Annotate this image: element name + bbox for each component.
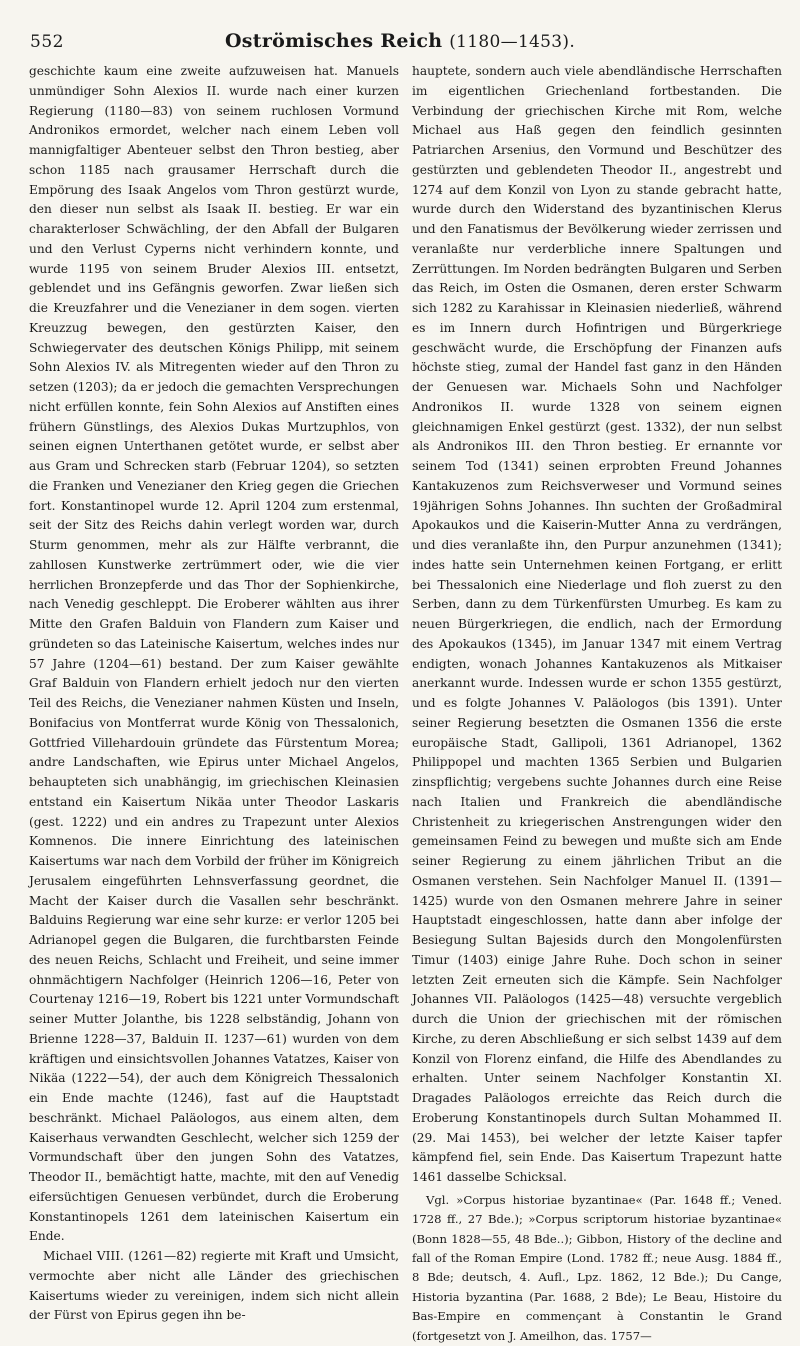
page-number: 552 xyxy=(30,32,64,52)
paragraph-latin-empire: geschichte kaum eine zweite aufzuweisen hat. Manuels unmündiger Sohn Alexios II. wurde nach einer kurzen Regierung (1180—83) von seinem ruchlosen Vormund Andronikos ermordet, welcher nach einem Leben voll mannigfaltiger Abenteuer selbst den Thron bestieg, aber schon 1185 nach grausamer Herrschaft durch die Empörung des Isaak Angelos vom Thron gestürzt wurde, den dieser nun selbst als Isaak II. bestieg. Er war ein charakterloser Schwächling, der den Abfall der Bulgaren und den Verlust Cyperns nicht verhindern konnte, und wurde 1195 von seinem Bruder Alexios III. entsetzt, geblendet und ins Gefängnis geworfen. Zwar ließen sich die Kreuzfahrer und die Venezianer in dem sogen. vierten Kreuzzug bewegen, den gestürzten Kaiser, den Schwiegervater des deutschen Königs Philipp, mit seinem Sohn Alexios IV. als Mitregenten wieder auf den Thron zu setzen (1203); da er jedoch die gemachten Versprechungen nicht erfüllen konnte, fein Sohn Alexios auf Anstiften eines frühern Günstlings, des Alexios Dukas Murtzuphlos, von seinen eignen Unterthanen getötet wurde, er selbst aber aus Gram und Schrecken starb (Februar 1204), so setzten die Franken und Venezianer den Krieg gegen die Griechen fort. Konstantinopel wurde 12. April 1204 zum erstenmal, seit der Sitz des Reichs dahin verlegt worden war, durch Sturm genommen, mehr als zur Hälfte verbrannt, die zahllosen Kunstwerke zertrümmert oder, wie die vier herrlichen Bronzepferde und das Thor der Sophienkirche, nach Venedig geschleppt. Die Eroberer wählten aus ihrer Mitte den Grafen Balduin von Flandern zum Kaiser und gründeten so das Lateinische Kaisertum, welches indes nur 57 Jahre (1204—61) bestand. Der zum Kaiser gewählte Graf Balduin von Flandern erhielt jedoch nur den vierten Teil des Reichs, die Venezianer nahmen Küsten und Inseln, Bonifacius von Montferrat wurde König von Thessalonich, Gottfried Villehardouin gründete das Fürstentum Morea; andre Landschaften, wie Epirus unter Michael Angelos, behaupteten sich unabhängig, im griechischen Kleinasien entstand ein Kaisertum Nikäa unter Theodor Laskaris (gest. 1222) und ein andres zu Trapezunt unter Alexios Komnenos. Die innere Einrichtung des lateinischen Kaisertums war nach dem Vorbild der früher im Königreich Jerusalem eingeführten Lehnsverfassung geordnet, die Macht der Kaiser durch die Vasallen sehr beschränkt. Balduins Regierung war eine sehr kurze: er verlor 1205 bei Adrianopel gegen die Bulgaren, die furchtbarsten Feinde des neuen Reichs, Schlacht und Freiheit, und seine immer ohnmächtigern Nachfolger (Heinrich 1206—16, Peter von Courtenay 1216—19, Robert bis 1221 unter Vormundschaft seiner Mutter Jolanthe, bis 1228 selbständig, Johann von Brienne 1228—37, Balduin II. 1237—61) wurden von dem kräftigen und einsichtsvollen Johannes Vatatzes, Kaiser von Nikäa (1222—54), der auch dem Königreich Thessalonich ein Ende machte (1246), fast auf die Hauptstadt beschränkt. Michael Paläologos, aus einem alten, dem Kaiserhaus verwandten Geschlecht, welcher sich 1259 der Vormundschaft über den jungen Sohn des Vatatzes, Theodor II., bemächtigt hatte, machte, mit den auf Venedig eifersüchtigen Genuesen verbündet, durch die Eroberung Konstantinopels 1261 dem lateinischen Kaisertum ein Ende. xyxy=(29,64,399,1244)
running-title-dates: (1180—1453). xyxy=(449,32,576,52)
page-header xyxy=(0,0,800,58)
paragraph-palaeologan-decline: hauptete, sondern auch viele abendländische Herrschaften im eigentlichen Griechenland fortbestanden. Die Verbindung der griechischen Kirche mit Rom, welche Michael aus Haß gegen den feindlich gesinnten Patriarchen Arsenius, den Vormund und Beschützer des gestürzten und geblendeten Theodor II., angestrebt und 1274 auf dem Konzil von Lyon zu stande gebracht hatte, wurde durch den Widerstand des byzantinischen Klerus und den Fanatismus der Bevölkerung wieder zerrissen und veranlaßte nur verderbliche innere Spaltungen und Zerrüttungen. Im Norden bedrängten Bulgaren und Serben das Reich, im Osten die Osmanen, deren erster Schwarm sich 1282 zu Karahissar in Kleinasien niederließ, während es im Innern durch Hofintrigen und Bürgerkriege geschwächt wurde, die Erschöpfung der Finanzen aufs höchste stieg, zumal der Handel fast ganz in den Händen der Genuesen war. Michaels Sohn und Nachfolger Andronikos II. wurde 1328 von seinem eignen gleichnamigen Enkel gestürzt (gest. 1332), der nun selbst als Andronikos III. den Thron bestieg. Er ernannte vor seinem Tod (1341) seinen erprobten Freund Johannes Kantakuzenos zum Reichsverweser und Vormund seines 19jährigen Sohns Johannes. Ihn suchten der Großadmiral Apokaukos und die Kaiserin-Mutter Anna zu verdrängen, und dies veranlaßte ihn, den Purpur anzunehmen (1341); indes hatte sein Unternehmen keinen Fortgang, er erlitt bei Thessalonich eine Niederlage und floh zuerst zu den Serben, dann zu dem Türkenfürsten Umurbeg. Es kam zu neuen Bürgerkriegen, die endlich, nach der Ermordung des Apokaukos (1345), im Januar 1347 mit einem Vertrag endigten, wonach Johannes Kantakuzenos als Mitkaiser anerkannt wurde. Indessen wurde er schon 1355 gestürzt, und es folgte Johannes V. Paläologos (bis 1391). Unter seiner Regierung besetzten die Osmanen 1356 die erste europäische Stadt, Gallipoli, 1361 Adrianopel, 1362 Philippopel und machten 1365 Serbien und Bulgarien zinspflichtig; vergebens suchte Johannes durch eine Reise nach Italien und Frankreich die abendländische Christenheit zu kriegerischen Anstrengungen wider den gemeinsamen Feind zu bewegen und mußte sich am Ende seiner Regierung zu einem jährlichen Tribut an die Osmanen verstehen. Sein Nachfolger Manuel II. (1391—1425) wurde von den Osmanen mehrere Jahre in seiner Hauptstadt eingeschlossen, hatte dann aber infolge der Besiegung Sultan Bajesids durch den Mongolenfürsten Timur (1403) einige Jahre Ruhe. Doch schon in seiner letzten Zeit erneuten sich die Kämpfe. Sein Nachfolger Johannes VII. Paläologos (1425—48) versuchte vergeblich durch die Union der griechischen mit der römischen Kirche, zu deren Abschließung er sich selbst 1439 auf dem Konzil von Florenz einfand, die Hilfe des Abendlandes zu erhalten. Unter seinem Nachfolger Konstantin XI. Dragades Paläologos erreichte das Reich durch die Eroberung Konstantinopels durch Sultan Mohammed II. (29. Mai 1453), bei welcher der letzte Kaiser tapfer kämpfend fiel, sein Ende. Das Kaisertum Trapezunt hatte 1461 dasselbe Schicksal. xyxy=(412,64,782,1184)
bibliography-note: Vgl. »Corpus historiae byzantinae« (Par. 1648 ff.; Vened. 1728 ff., 27 Bde.); »Corpus scriptorum historiae byzantinae« (Bonn 1828—55, 48 Bde..); Gibbon, History of the decline and fall of the Roman Empire (Lond. 1782 ff.; neue Ausg. 1884 ff., 8 Bde; deutsch, 4. Aufl., Lpz. 1862, 12 Bde.); Du Cange, Historia byzantina (Par. 1688, 2 Bde); Le Beau, Histoire du Bas-Empire en commençant à Constantin le Grand (fortgesetzt von J. Ameilhon, das. 1757— xyxy=(412,1192,782,1343)
running-title xyxy=(0,30,800,52)
running-title-text: Oströmisches Reich xyxy=(224,30,443,52)
paragraph-michael-viii: Michael VIII. (1261—82) regierte mit Kraft und Umsicht, vermochte aber nicht alle Länder des griechischen Kaisertums wieder zu vereinigen, indem sich nicht allein der Fürst von Epirus gegen ihn be- xyxy=(29,1249,399,1323)
right-column xyxy=(412,62,782,1343)
left-column xyxy=(29,62,399,1323)
